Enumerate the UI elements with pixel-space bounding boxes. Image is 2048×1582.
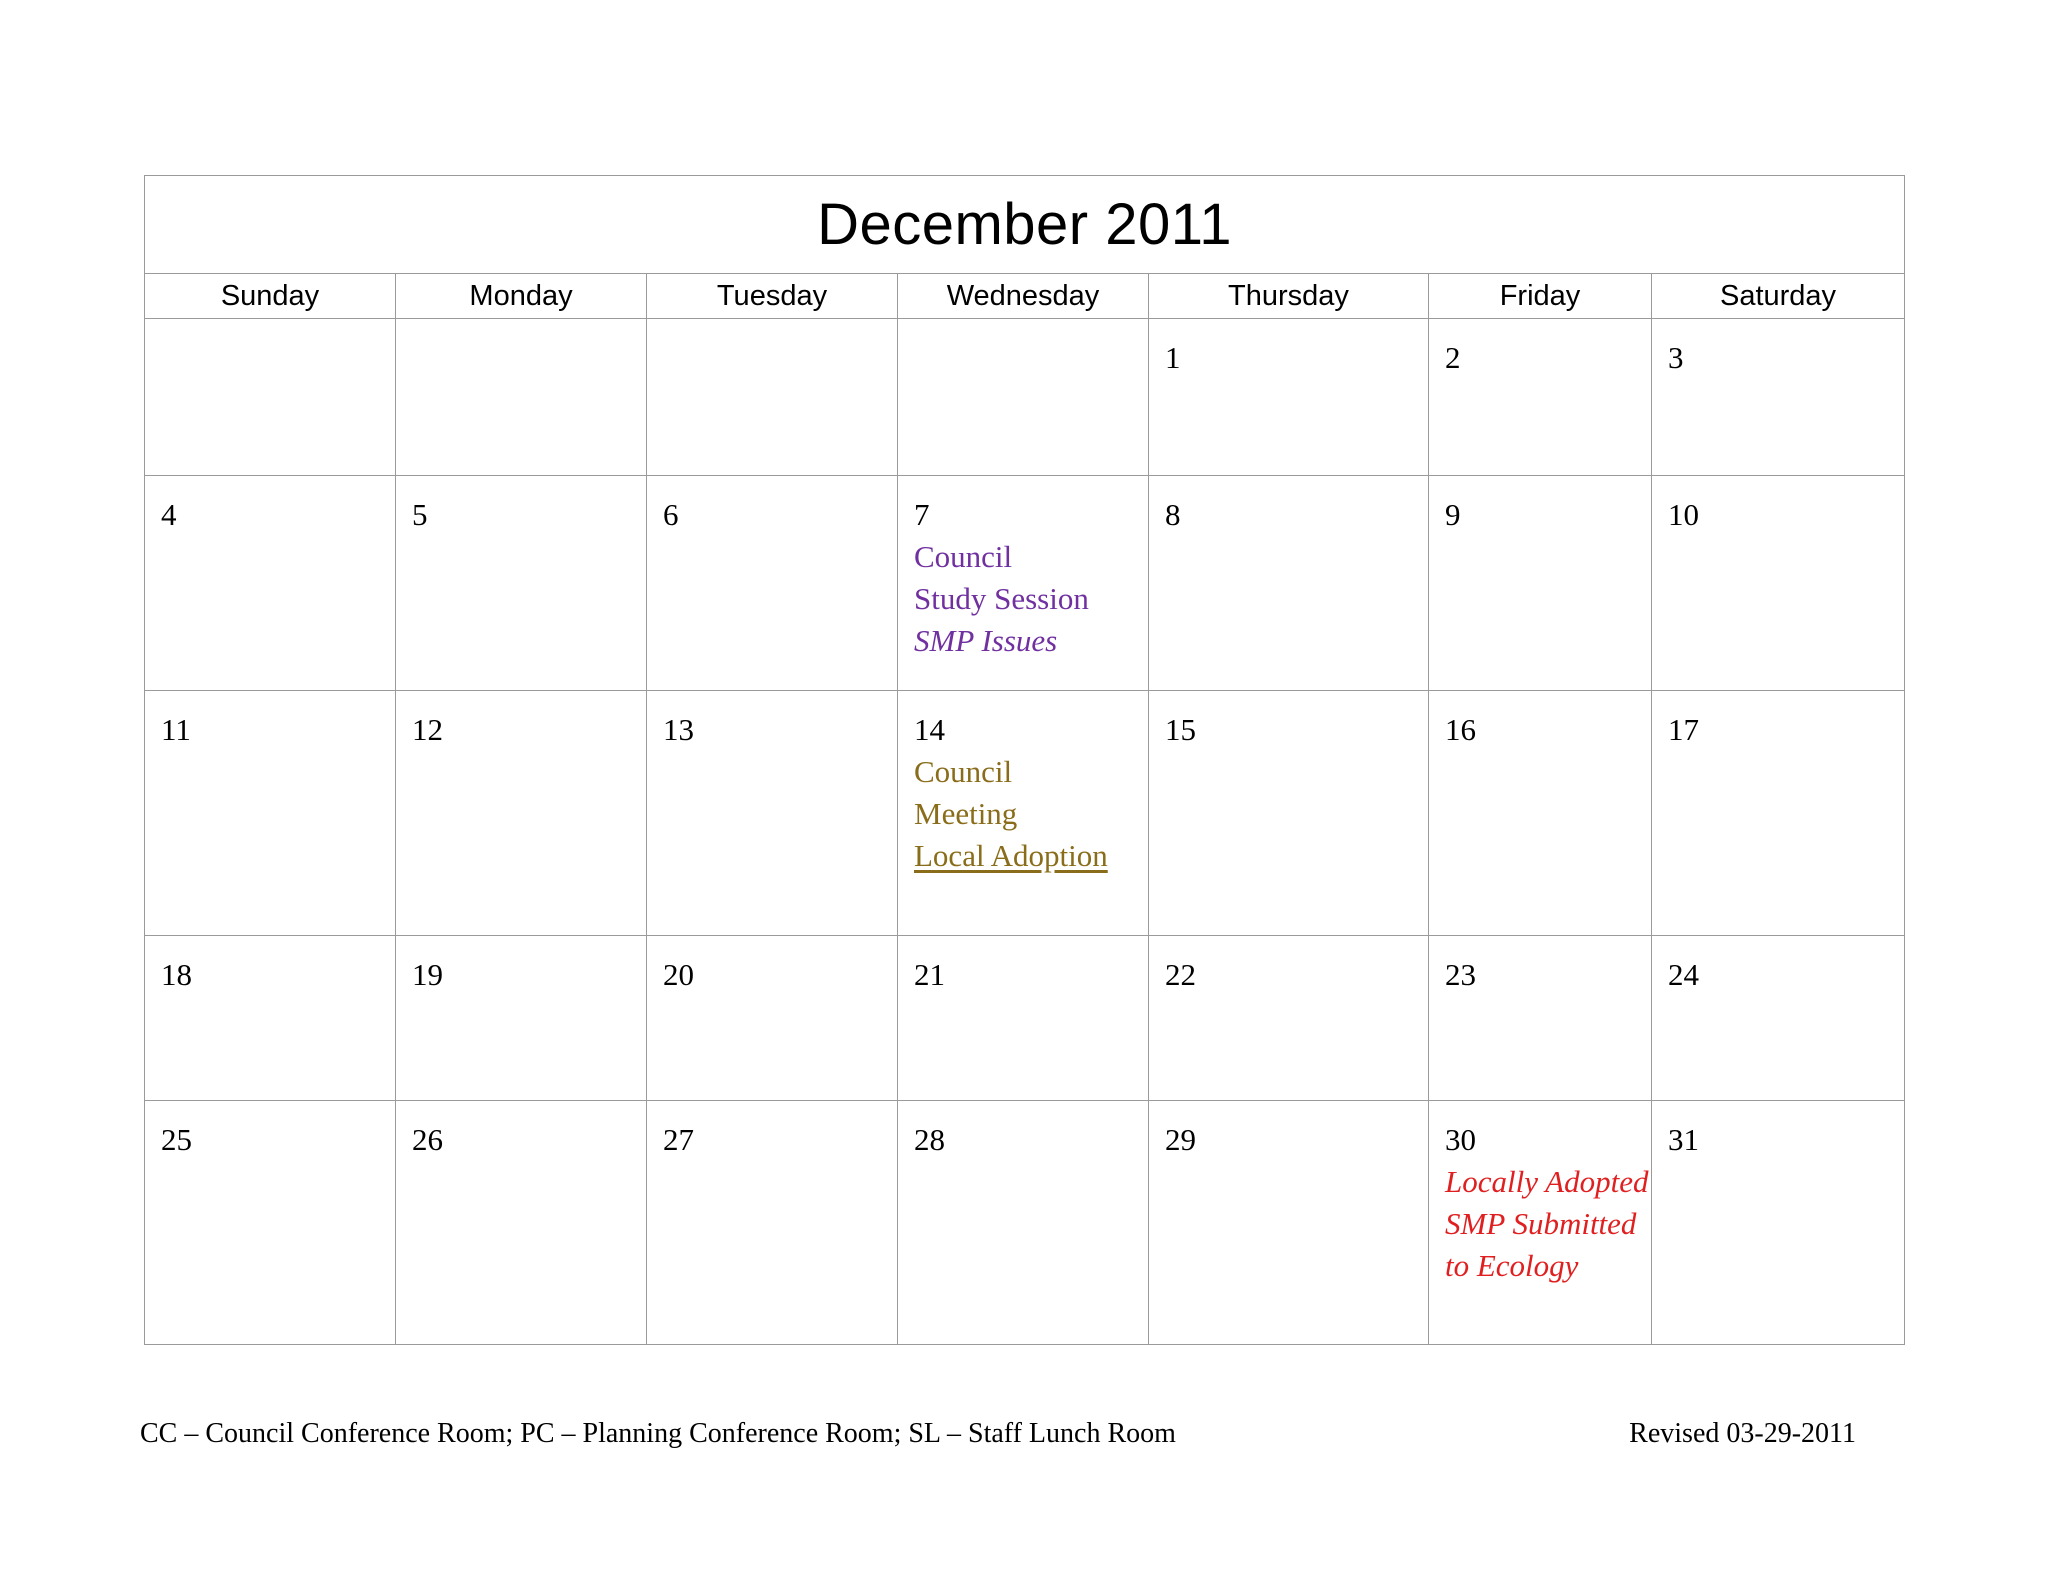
weekday-header-row <box>145 274 1905 319</box>
day-cell-15 <box>1149 691 1429 936</box>
day-cell-16 <box>1429 691 1652 936</box>
day-number: 19 <box>412 957 443 992</box>
day-number: 23 <box>1445 957 1476 992</box>
event-study-session-topic: SMP Issues <box>914 623 1058 658</box>
day-cell-25 <box>145 1101 396 1345</box>
day-number: 29 <box>1165 1122 1196 1157</box>
day-cell-29 <box>1149 1101 1429 1345</box>
day-cell-31 <box>1652 1101 1905 1345</box>
event-smp-submitted-line1: Locally Adopted <box>1445 1164 1649 1199</box>
day-cell-23 <box>1429 936 1652 1101</box>
day-number: 2 <box>1445 340 1461 375</box>
event-council-meeting-line1: Council <box>914 754 1013 789</box>
week-row-4 <box>145 936 1905 1101</box>
day-number: 3 <box>1668 340 1684 375</box>
event-smp-submitted-line3: to Ecology <box>1445 1248 1579 1283</box>
weekday-wednesday: Wednesday <box>898 274 1149 319</box>
day-number: 27 <box>663 1122 694 1157</box>
day-number: 11 <box>161 712 191 747</box>
day-cell-7 <box>898 476 1149 691</box>
day-number: 18 <box>161 957 192 992</box>
revised-date: Revised 03-29-2011 <box>1629 1418 1856 1449</box>
day-number: 5 <box>412 497 428 532</box>
day-number: 30 <box>1445 1122 1476 1157</box>
day-cell-9 <box>1429 476 1652 691</box>
week-row-1 <box>145 319 1905 476</box>
day-cell-4 <box>145 476 396 691</box>
day-number: 13 <box>663 712 694 747</box>
day-number: 6 <box>663 497 679 532</box>
day-cell-12 <box>396 691 647 936</box>
day-number: 14 <box>914 712 945 747</box>
week-row-2 <box>145 476 1905 691</box>
day-number: 17 <box>1668 712 1699 747</box>
event-study-session-line2: Study Session <box>914 581 1089 616</box>
event-study-session-line1: Council <box>914 539 1013 574</box>
day-number: 16 <box>1445 712 1476 747</box>
day-number: 21 <box>914 957 945 992</box>
day-cell-empty <box>898 319 1149 476</box>
weekday-sunday: Sunday <box>145 274 396 319</box>
day-cell-18 <box>145 936 396 1101</box>
weekday-saturday: Saturday <box>1652 274 1905 319</box>
day-cell-24 <box>1652 936 1905 1101</box>
event-smp-submitted-line2: SMP Submitted <box>1445 1206 1637 1241</box>
day-cell-1 <box>1149 319 1429 476</box>
day-number: 22 <box>1165 957 1196 992</box>
day-number: 26 <box>412 1122 443 1157</box>
day-cell-14 <box>898 691 1149 936</box>
weekday-tuesday: Tuesday <box>647 274 898 319</box>
day-cell-30 <box>1429 1101 1652 1345</box>
day-number: 15 <box>1165 712 1196 747</box>
day-number: 24 <box>1668 957 1699 992</box>
day-number: 9 <box>1445 497 1461 532</box>
weekday-monday: Monday <box>396 274 647 319</box>
day-cell-10 <box>1652 476 1905 691</box>
day-cell-27 <box>647 1101 898 1345</box>
day-cell-3 <box>1652 319 1905 476</box>
day-number: 20 <box>663 957 694 992</box>
day-cell-20 <box>647 936 898 1101</box>
day-number: 25 <box>161 1122 192 1157</box>
calendar-title: December 2011 <box>145 176 1905 274</box>
day-cell-22 <box>1149 936 1429 1101</box>
day-number: 28 <box>914 1122 945 1157</box>
day-number: 31 <box>1668 1122 1699 1157</box>
day-cell-28 <box>898 1101 1149 1345</box>
day-cell-26 <box>396 1101 647 1345</box>
day-number: 10 <box>1668 497 1699 532</box>
calendar-table <box>144 175 1905 1345</box>
event-council-meeting-topic: Local Adoption <box>914 838 1108 873</box>
day-cell-5 <box>396 476 647 691</box>
day-number: 8 <box>1165 497 1181 532</box>
day-cell-13 <box>647 691 898 936</box>
day-cell-empty <box>145 319 396 476</box>
day-cell-17 <box>1652 691 1905 936</box>
day-cell-empty <box>647 319 898 476</box>
day-cell-empty <box>396 319 647 476</box>
day-cell-6 <box>647 476 898 691</box>
event-council-meeting-line2: Meeting <box>914 796 1018 831</box>
weekday-thursday: Thursday <box>1149 274 1429 319</box>
day-cell-19 <box>396 936 647 1101</box>
day-cell-8 <box>1149 476 1429 691</box>
room-legend: CC – Council Conference Room; PC – Planning Conference Room; SL – Staff Lunch Room <box>140 1418 1176 1449</box>
day-number: 4 <box>161 497 177 532</box>
day-number: 1 <box>1165 340 1181 375</box>
day-number: 12 <box>412 712 443 747</box>
day-number: 7 <box>914 497 930 532</box>
week-row-3 <box>145 691 1905 936</box>
day-cell-21 <box>898 936 1149 1101</box>
day-cell-11 <box>145 691 396 936</box>
weekday-friday: Friday <box>1429 274 1652 319</box>
day-cell-2 <box>1429 319 1652 476</box>
week-row-5 <box>145 1101 1905 1345</box>
